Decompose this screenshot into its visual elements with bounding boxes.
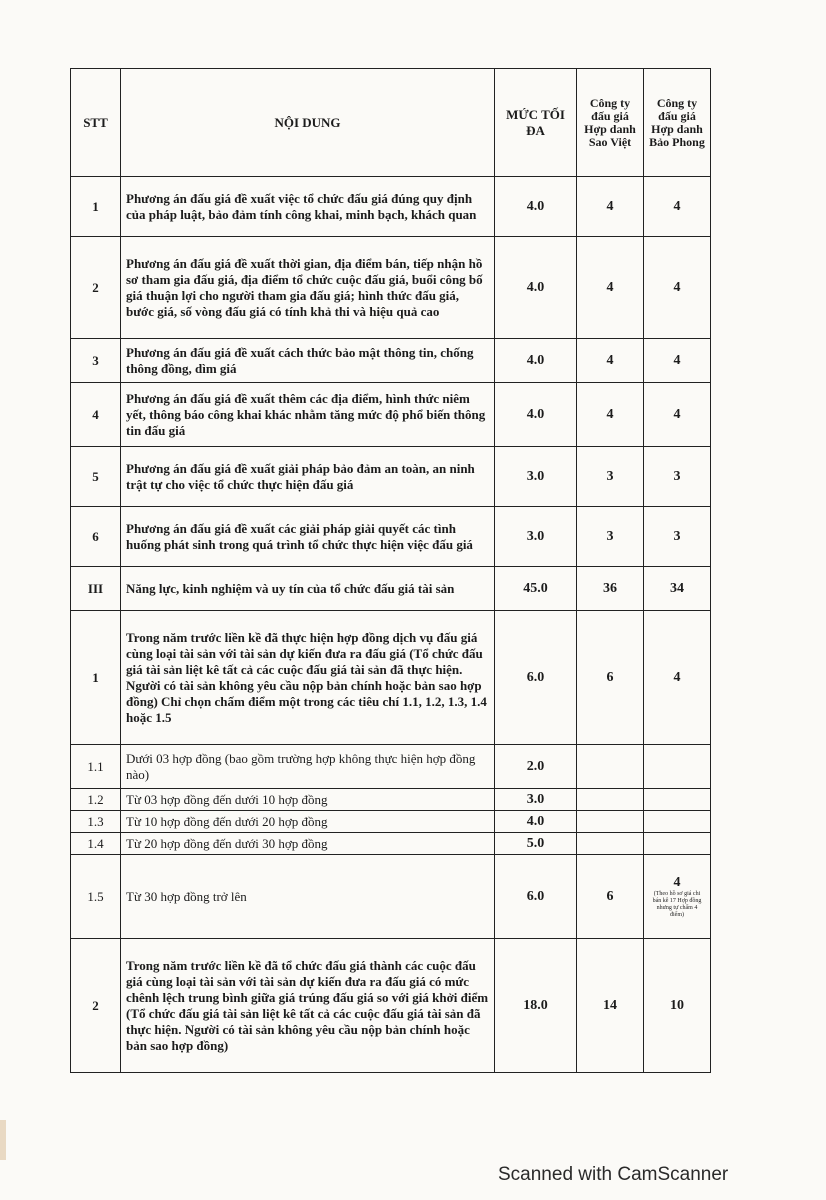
row-score-bao-phong: 4 [644, 339, 711, 383]
row-score-bao-phong: 3 [644, 447, 711, 507]
table-row [71, 745, 711, 789]
table-row [71, 237, 711, 339]
row-content: Phương án đấu giá đề xuất cách thức bảo mật thông tin, chống thông đồng, dìm giá [121, 339, 495, 383]
table-row [71, 383, 711, 447]
row-score-sao-viet: 4 [577, 339, 644, 383]
row-stt: 5 [71, 447, 121, 507]
table-header-row [71, 69, 711, 177]
row-max: 45.0 [495, 567, 577, 611]
row-content: Trong năm trước liền kề đã tổ chức đấu giá thành các cuộc đấu giá cùng loại tài sản với tài sản dự kiến đưa ra đấu giá có mức chênh lệch trung bình giữa giá trúng đấu giá so với giá khởi điểm (Tổ chức đấu giá tài sản liệt kê tất cả các cuộc đấu giá tài sản đã thực hiện. Người có tài sản không yêu cầu nộp bản chính hoặc bản sao hợp đồng) [121, 939, 495, 1073]
row-max: 4.0 [495, 811, 577, 833]
table-row [71, 447, 711, 507]
row-stt: 3 [71, 339, 121, 383]
table-row [71, 789, 711, 811]
row-max: 2.0 [495, 745, 577, 789]
row-stt: 1 [71, 177, 121, 237]
row-score-bao-phong [644, 745, 711, 789]
score-value: 4 [673, 874, 681, 890]
row-score-sao-viet: 36 [577, 567, 644, 611]
row-stt: 1.4 [71, 833, 121, 855]
row-content: Năng lực, kinh nghiệm và uy tín của tổ chức đấu giá tài sản [121, 567, 495, 611]
row-score-sao-viet [577, 811, 644, 833]
row-content: Phương án đấu giá đề xuất việc tổ chức đấu giá đúng quy định của pháp luật, bảo đảm tính công khai, minh bạch, khách quan [121, 177, 495, 237]
row-content: Từ 30 hợp đồng trở lên [121, 855, 495, 939]
header-max-score: MỨC TỐI ĐA [495, 69, 577, 177]
row-score-bao-phong: 4 [644, 237, 711, 339]
row-score-bao-phong: 4 [644, 383, 711, 447]
row-max: 3.0 [495, 507, 577, 567]
scoring-table-sheet [70, 68, 710, 1073]
row-score-bao-phong: 34 [644, 567, 711, 611]
score-note: (Theo hồ sơ giá chi bán kê 17 Hợp đồng nhưng tự chấm 4 điểm) [652, 890, 702, 918]
table-row [71, 339, 711, 383]
row-score-sao-viet: 4 [577, 237, 644, 339]
row-stt: 1.2 [71, 789, 121, 811]
row-stt: 1.1 [71, 745, 121, 789]
row-content: Từ 03 hợp đồng đến dưới 10 hợp đồng [121, 789, 495, 811]
table-row [71, 177, 711, 237]
row-score-sao-viet: 4 [577, 383, 644, 447]
row-stt: 1.3 [71, 811, 121, 833]
row-score-bao-phong: 3 [644, 507, 711, 567]
row-content: Phương án đấu giá đề xuất giải pháp bảo đảm an toàn, an ninh trật tự cho việc tổ chức thực hiện đấu giá [121, 447, 495, 507]
row-score-sao-viet [577, 745, 644, 789]
row-max: 4.0 [495, 383, 577, 447]
table-row [71, 567, 711, 611]
scoring-table [70, 68, 711, 1073]
table-row [71, 833, 711, 855]
row-max: 4.0 [495, 339, 577, 383]
row-score-bao-phong [644, 811, 711, 833]
row-stt: 1.5 [71, 855, 121, 939]
row-content: Trong năm trước liền kề đã thực hiện hợp đồng dịch vụ đấu giá cùng loại tài sản với tài sản dự kiến đưa ra đấu giá (Tổ chức đấu giá tài sản liệt kê tất cả các cuộc đấu giá tài sản đã thực hiện. Người có tài sản không yêu cầu nộp bản chính hoặc bản sao hợp đồng) Chỉ chọn chấm điểm một trong các tiêu chí 1.1, 1.2, 1.3, 1.4 hoặc 1.5 [121, 611, 495, 745]
row-content: Từ 20 hợp đồng đến dưới 30 hợp đồng [121, 833, 495, 855]
row-stt: 1 [71, 611, 121, 745]
scan-edge-shadow [0, 1120, 6, 1160]
row-stt: 2 [71, 237, 121, 339]
row-content: Dưới 03 hợp đồng (bao gồm trường hợp không thực hiện hợp đồng nào) [121, 745, 495, 789]
row-stt: 2 [71, 939, 121, 1073]
table-row [71, 811, 711, 833]
row-score-bao-phong: 10 [644, 939, 711, 1073]
row-max: 3.0 [495, 447, 577, 507]
table-row [71, 939, 711, 1073]
table-row [71, 855, 711, 939]
row-score-sao-viet [577, 833, 644, 855]
row-max: 6.0 [495, 855, 577, 939]
header-stt: STT [71, 69, 121, 177]
table-row [71, 611, 711, 745]
row-max: 4.0 [495, 177, 577, 237]
header-company-sao-viet: Công ty đấu giá Hợp danh Sao Việt [577, 69, 644, 177]
row-score-sao-viet [577, 789, 644, 811]
row-max: 6.0 [495, 611, 577, 745]
row-max: 18.0 [495, 939, 577, 1073]
row-score-sao-viet: 14 [577, 939, 644, 1073]
row-score-sao-viet: 6 [577, 855, 644, 939]
row-score-bao-phong [644, 833, 711, 855]
row-score-bao-phong [644, 855, 711, 939]
row-score-bao-phong: 4 [644, 611, 711, 745]
row-stt: III [71, 567, 121, 611]
camscanner-watermark: Scanned with CamScanner [498, 1164, 729, 1185]
header-company-bao-phong: Công ty đấu giá Hợp danh Bảo Phong [644, 69, 711, 177]
row-max: 4.0 [495, 237, 577, 339]
row-content: Phương án đấu giá đề xuất thêm các địa điểm, hình thức niêm yết, thông báo công khai khác nhằm tăng mức độ phổ biến thông tin đấu giá [121, 383, 495, 447]
row-score-bao-phong [644, 789, 711, 811]
table-row [71, 507, 711, 567]
row-score-sao-viet: 4 [577, 177, 644, 237]
row-stt: 4 [71, 383, 121, 447]
row-content: Từ 10 hợp đồng đến dưới 20 hợp đồng [121, 811, 495, 833]
row-max: 5.0 [495, 833, 577, 855]
row-stt: 6 [71, 507, 121, 567]
row-score-sao-viet: 3 [577, 507, 644, 567]
row-score-bao-phong: 4 [644, 177, 711, 237]
row-max: 3.0 [495, 789, 577, 811]
row-score-sao-viet: 3 [577, 447, 644, 507]
row-content: Phương án đấu giá đề xuất các giải pháp giải quyết các tình huống phát sinh trong quá trình tổ chức thực hiện việc đấu giá [121, 507, 495, 567]
row-content: Phương án đấu giá đề xuất thời gian, địa điểm bán, tiếp nhận hồ sơ tham gia đấu giá, địa điểm tổ chức cuộc đấu giá, buổi công bố giá thuận lợi cho người tham gia đấu giá; hình thức đấu giá, bước giá, số vòng đấu giá có tính khả thi và hiệu quả cao [121, 237, 495, 339]
row-score-sao-viet: 6 [577, 611, 644, 745]
header-content: NỘI DUNG [121, 69, 495, 177]
